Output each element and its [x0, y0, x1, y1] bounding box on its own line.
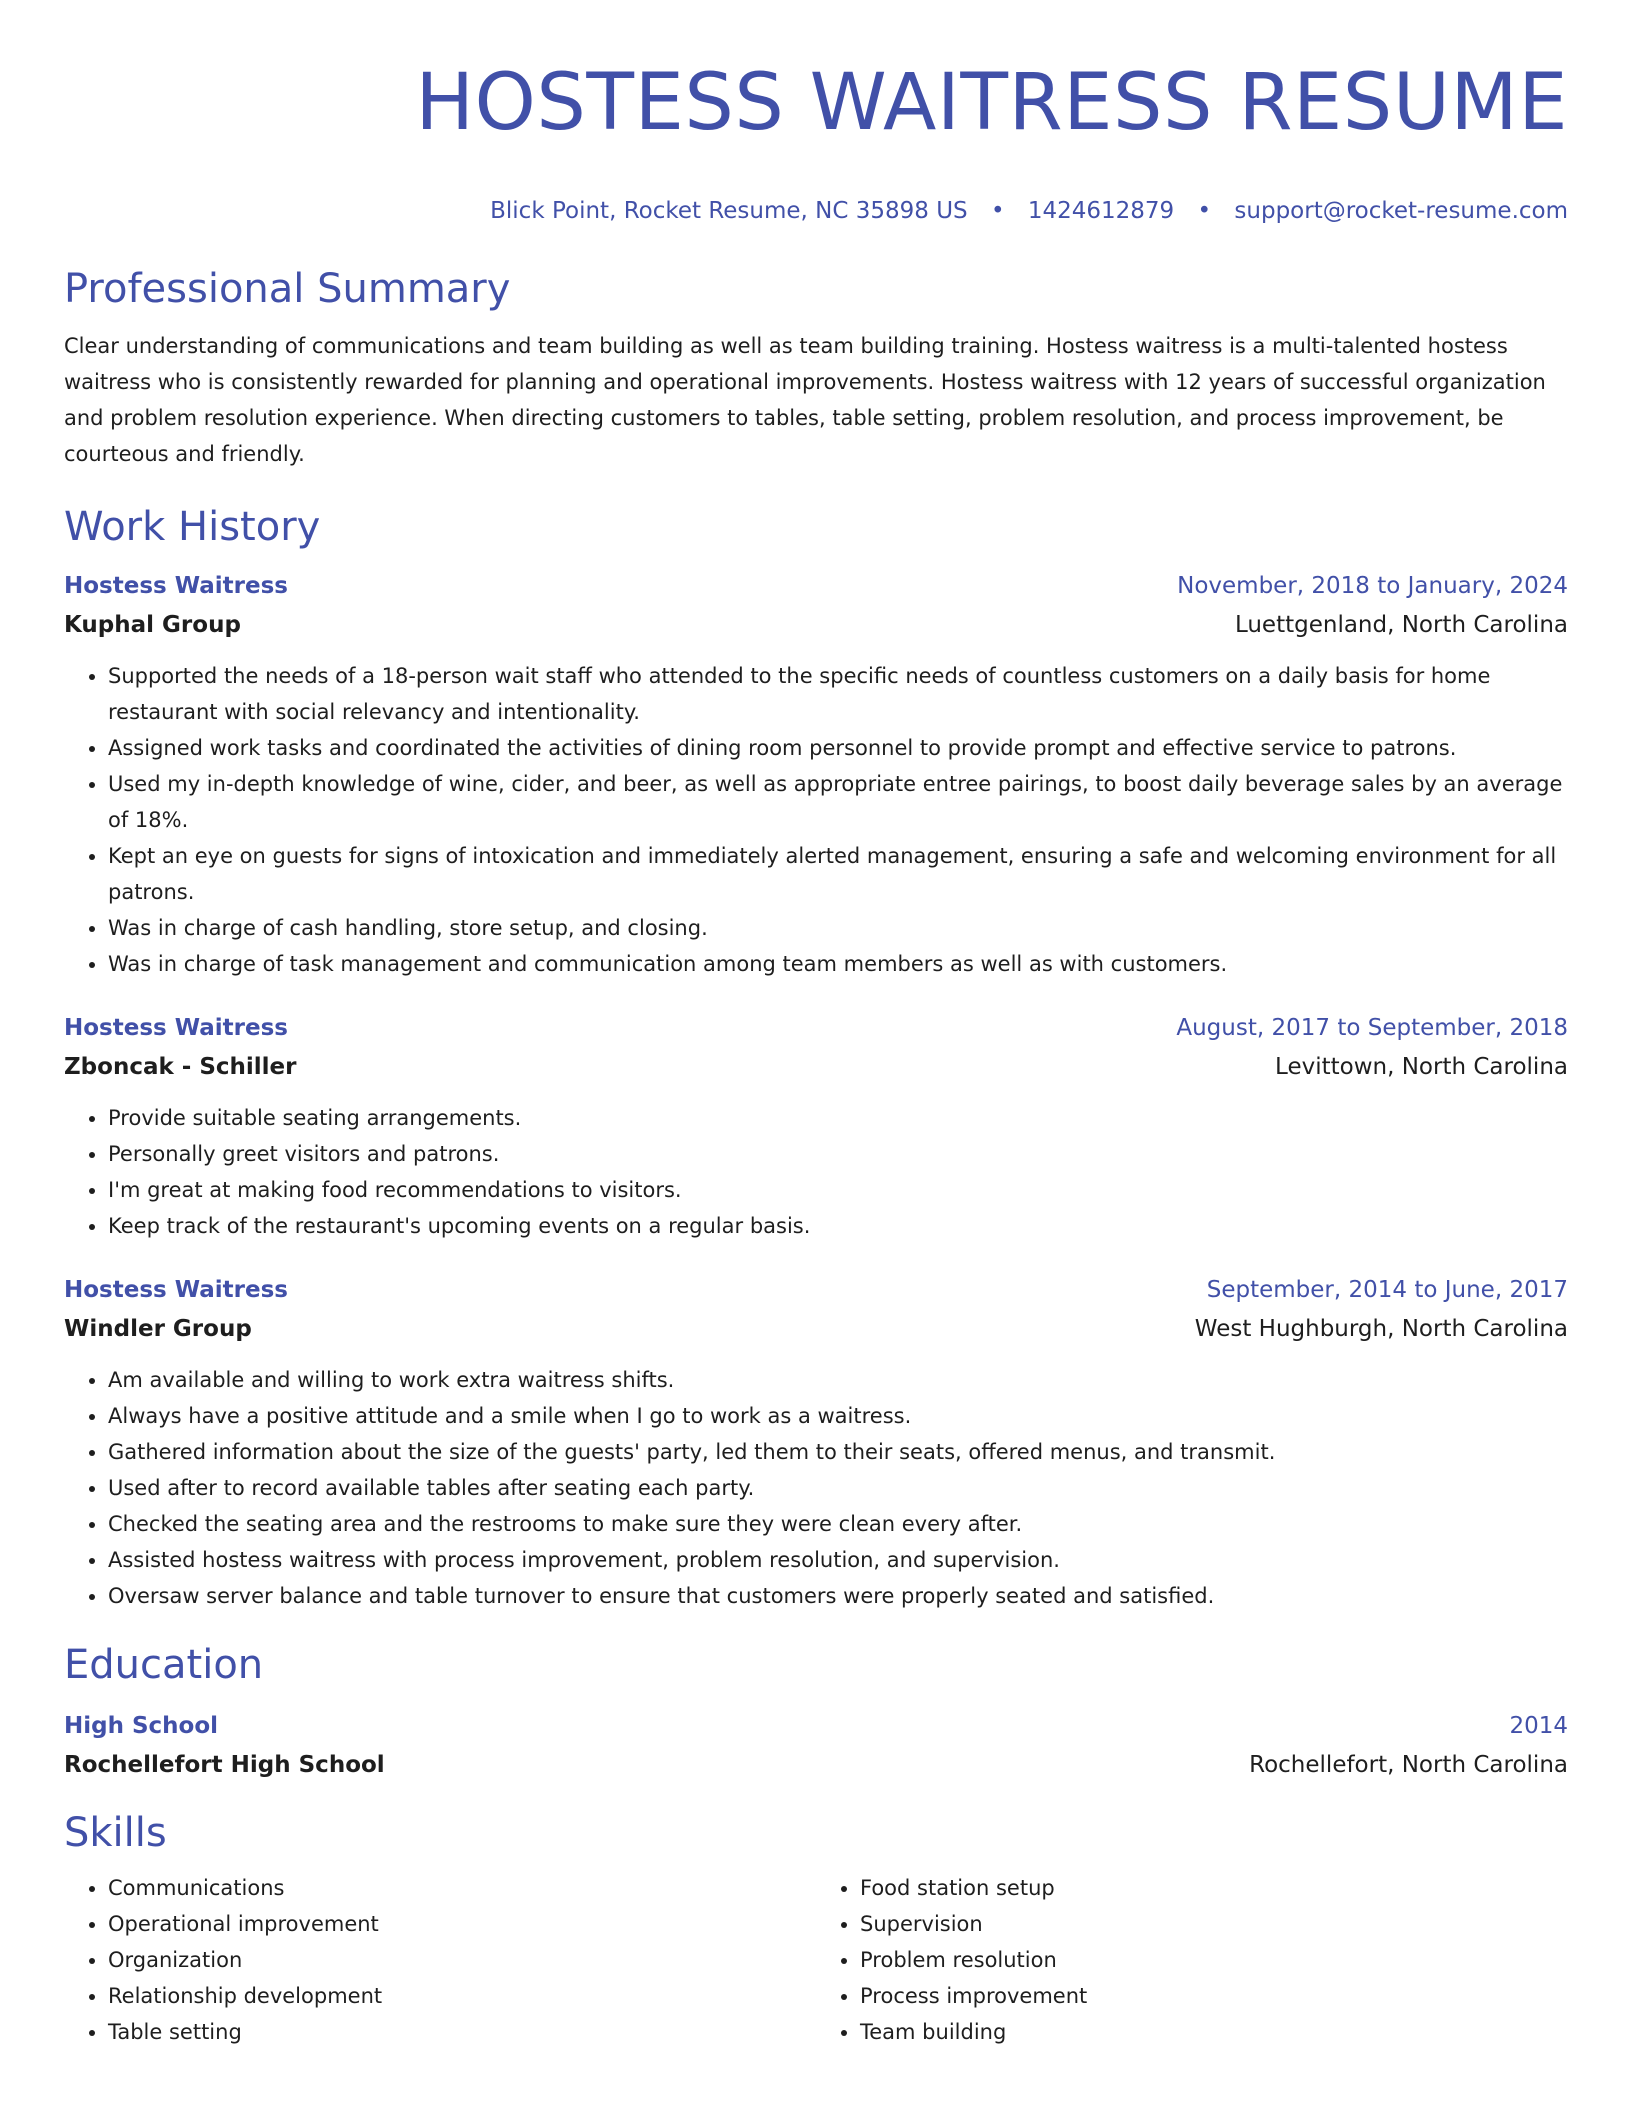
job-bullet: • Was in charge of cash handling, store setup, and closing.	[108, 910, 1568, 946]
skill-item: • Supervision	[860, 1906, 1568, 1942]
job-entry	[64, 566, 1568, 982]
job-title: Hostess Waitress	[64, 573, 288, 599]
contact-separator: •	[990, 198, 1005, 224]
skill-item: • Food station setup	[860, 1870, 1568, 1906]
education-year: 2014	[1509, 1713, 1568, 1739]
skill-item: • Operational improvement	[108, 1906, 816, 1942]
skills-columns	[64, 1870, 1568, 2050]
job-list	[64, 566, 1568, 1614]
job-bullet: • Supported the needs of a 18-person wait staff who attended to the specific needs of countless customers on a daily basis for home restaurant with social relevancy and intentionality.	[108, 658, 1568, 730]
contact-address: Blick Point, Rocket Resume, NC 35898 US	[490, 198, 968, 224]
work-history-heading: Work History	[64, 504, 321, 550]
skill-item: • Relationship development	[108, 1978, 816, 2014]
job-bullet: • Was in charge of task management and communication among team members as well as with customers.	[108, 946, 1568, 982]
skills-list-left	[64, 1870, 816, 2050]
skills-section	[64, 1808, 1568, 2050]
job-entry	[64, 1270, 1568, 1614]
contact-separator: •	[1197, 198, 1212, 224]
contact-line	[64, 196, 1568, 226]
job-dates: August, 2017 to September, 2018	[1176, 1015, 1568, 1041]
job-dates: November, 2018 to January, 2024	[1177, 573, 1568, 599]
education-location: Rochellefort, North Carolina	[1249, 1752, 1568, 1778]
job-bullets	[64, 1100, 1568, 1244]
education-degree: High School	[64, 1713, 219, 1739]
job-bullet: • Personally greet visitors and patrons.	[108, 1136, 1568, 1172]
work-history-section	[64, 502, 1568, 1614]
education-entry	[64, 1706, 1568, 1784]
job-bullet: • Assigned work tasks and coordinated the activities of dining room personnel to provide prompt and effective service to patrons.	[108, 730, 1568, 766]
skills-list-right	[816, 1870, 1568, 2050]
skill-item: • Communications	[108, 1870, 816, 1906]
job-bullet: • Keep track of the restaurant's upcoming events on a regular basis.	[108, 1208, 1568, 1244]
skill-item: • Organization	[108, 1942, 816, 1978]
job-bullet: • Used my in-depth knowledge of wine, cider, and beer, as well as appropriate entree pairings, to boost daily beverage sales by an average of 18%.	[108, 766, 1568, 838]
resume-title: HOSTESS WAITRESS RESUME	[415, 58, 1568, 148]
job-bullet: • Used after to record available tables after seating each party.	[108, 1470, 1568, 1506]
job-bullet: • Always have a positive attitude and a smile when I go to work as a waitress.	[108, 1398, 1568, 1434]
job-bullet: • Checked the seating area and the restrooms to make sure they were clean every after.	[108, 1506, 1568, 1542]
job-bullet: • Am available and willing to work extra waitress shifts.	[108, 1362, 1568, 1398]
job-bullets	[64, 658, 1568, 982]
education-school: Rochellefort High School	[64, 1752, 385, 1778]
job-bullet: • Oversaw server balance and table turnover to ensure that customers were properly seated and satisfied.	[108, 1578, 1568, 1614]
job-bullet: • I'm great at making food recommendations to visitors.	[108, 1172, 1568, 1208]
skill-item: • Table setting	[108, 2014, 816, 2050]
skill-item: • Team building	[860, 2014, 1568, 2050]
job-employer: Windler Group	[64, 1316, 252, 1342]
summary-section	[64, 264, 1568, 472]
job-employer: Kuphal Group	[64, 612, 241, 638]
job-bullet: • Provide suitable seating arrangements.	[108, 1100, 1568, 1136]
summary-heading: Professional Summary	[64, 266, 511, 312]
job-bullet: • Kept an eye on guests for signs of intoxication and immediately alerted management, ensuring a safe and welcoming environment for all patrons.	[108, 838, 1568, 910]
job-dates: September, 2014 to June, 2017	[1206, 1277, 1568, 1303]
job-location: West Hughburgh, North Carolina	[1194, 1316, 1568, 1342]
contact-email: support@rocket-resume.com	[1234, 198, 1568, 224]
job-bullet: • Assisted hostess waitress with process improvement, problem resolution, and supervision.	[108, 1542, 1568, 1578]
education-heading: Education	[64, 1642, 264, 1688]
job-employer: Zboncak - Schiller	[64, 1054, 297, 1080]
job-location: Levittown, North Carolina	[1275, 1054, 1568, 1080]
skills-heading: Skills	[64, 1810, 167, 1856]
job-title: Hostess Waitress	[64, 1277, 288, 1303]
job-bullet: • Gathered information about the size of the guests' party, led them to their seats, offered menus, and transmit.	[108, 1434, 1568, 1470]
job-bullets	[64, 1362, 1568, 1614]
education-section	[64, 1640, 1568, 1784]
job-title: Hostess Waitress	[64, 1015, 288, 1041]
contact-phone: 1424612879	[1027, 198, 1175, 224]
skill-item: • Process improvement	[860, 1978, 1568, 2014]
job-entry	[64, 1008, 1568, 1244]
job-location: Luettgenland, North Carolina	[1234, 612, 1568, 638]
resume-header	[64, 0, 1568, 226]
summary-text: Clear understanding of communications and team building as well as team building training. Hostess waitress is a multi-talented hostess waitress who is consistently rewarded for planning and operational improvements. Hostess waitress with 12 years of successful organization and problem resolution experience. When directing customers to tables, table setting, problem resolution, and process improvement, be courteous and friendly.	[64, 334, 1546, 466]
skill-item: • Problem resolution	[860, 1942, 1568, 1978]
